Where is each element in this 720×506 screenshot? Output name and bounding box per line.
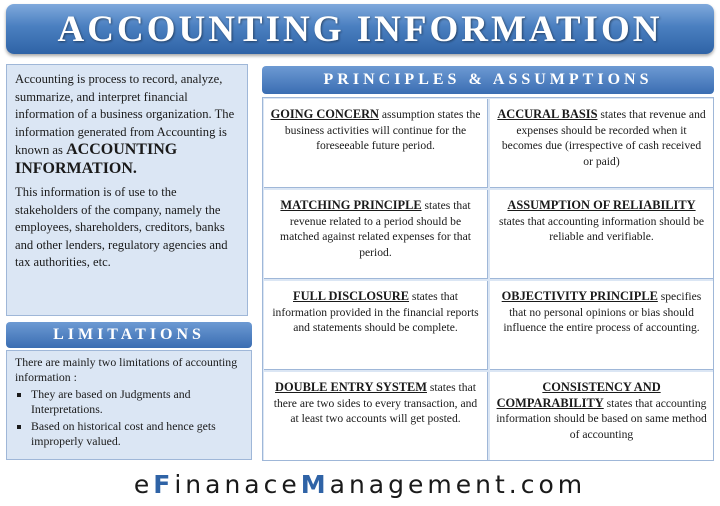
principle-term: ACCURAL BASIS [497, 107, 598, 121]
limitations-panel [6, 350, 252, 460]
principle-cell [490, 372, 714, 461]
principle-term: ASSUMPTION OF RELIABILITY [507, 198, 696, 212]
footer-part-2: inanace [174, 470, 301, 499]
intro-panel [6, 64, 248, 316]
footer-cap-2: M [300, 470, 330, 499]
title-banner [6, 4, 714, 54]
principle-cell [490, 281, 714, 370]
principle-text: states that revenue and expenses should be recorded when it becomes due (irrespective of cash received or paid) [501, 108, 706, 168]
principles-grid [262, 97, 714, 461]
principle-text: states that information provided in the financial reports and statements should be complete. [272, 290, 479, 334]
principle-cell [264, 372, 488, 461]
principle-text: assumption states the business activities will continue for the foreseeable future period. [284, 108, 481, 152]
principle-cell [264, 281, 488, 370]
limitations-intro: There are mainly two limitations of accounting information : [15, 355, 238, 384]
page-title: ACCOUNTING INFORMATION [57, 8, 663, 50]
principle-text: states that there are two sides to every transaction, and at least two accounts will get posted. [273, 381, 478, 425]
intro-paragraph-2: This information is of use to the stakeholders of the company, namely the employees, shareholders, creditors, banks and other lenders, regulatory agencies and tax authorities, etc. [15, 185, 228, 269]
principle-cell [490, 190, 714, 279]
principle-text: states that accounting information should be based on same method of accounting [496, 396, 707, 441]
principle-cell [264, 190, 488, 279]
principle-cell [264, 99, 488, 188]
principle-term: CONSISTENCY AND COMPARABILITY [496, 380, 661, 410]
principle-term: GOING CONCERN [270, 107, 379, 121]
principle-term: MATCHING PRINCIPLE [280, 198, 422, 212]
principle-term: FULL DISCLOSURE [293, 289, 410, 303]
principle-text: specifies that no personal opinions or bias should influence the entire process of accounting. [503, 290, 702, 334]
principle-text: states that accounting information should be reliable and verifiable. [498, 214, 705, 243]
footer-part-1: e [133, 470, 154, 499]
footer-part-3: anagement.com [329, 470, 587, 499]
principle-cell [490, 99, 714, 188]
site-footer [0, 470, 720, 500]
principle-text: states that revenue related to a period should be matched against related expenses for that period. [280, 199, 471, 259]
intro-paragraph-1 [15, 71, 239, 178]
principles-header: PRINCIPLES & ASSUMPTIONS [262, 66, 714, 94]
principle-term: DOUBLE ENTRY SYSTEM [275, 380, 427, 394]
footer-cap-1: F [153, 470, 175, 499]
intro-emphasis: ACCOUNTING INFORMATION. [15, 141, 178, 177]
limitations-header: LIMITATIONS [6, 322, 252, 348]
intro-text-1: Accounting is process to record, analyze, summarize, and interpret financial information of a business organization. The information generated from Accounting is known as [15, 72, 235, 157]
limitation-item: ▪ They are based on Judgments and Interpretations. [31, 387, 243, 417]
limitations-list [15, 387, 243, 449]
principle-term: OBJECTIVITY PRINCIPLE [501, 289, 658, 303]
limitation-item: ▪ Based on historical cost and hence gets improperly valued. [31, 419, 243, 449]
